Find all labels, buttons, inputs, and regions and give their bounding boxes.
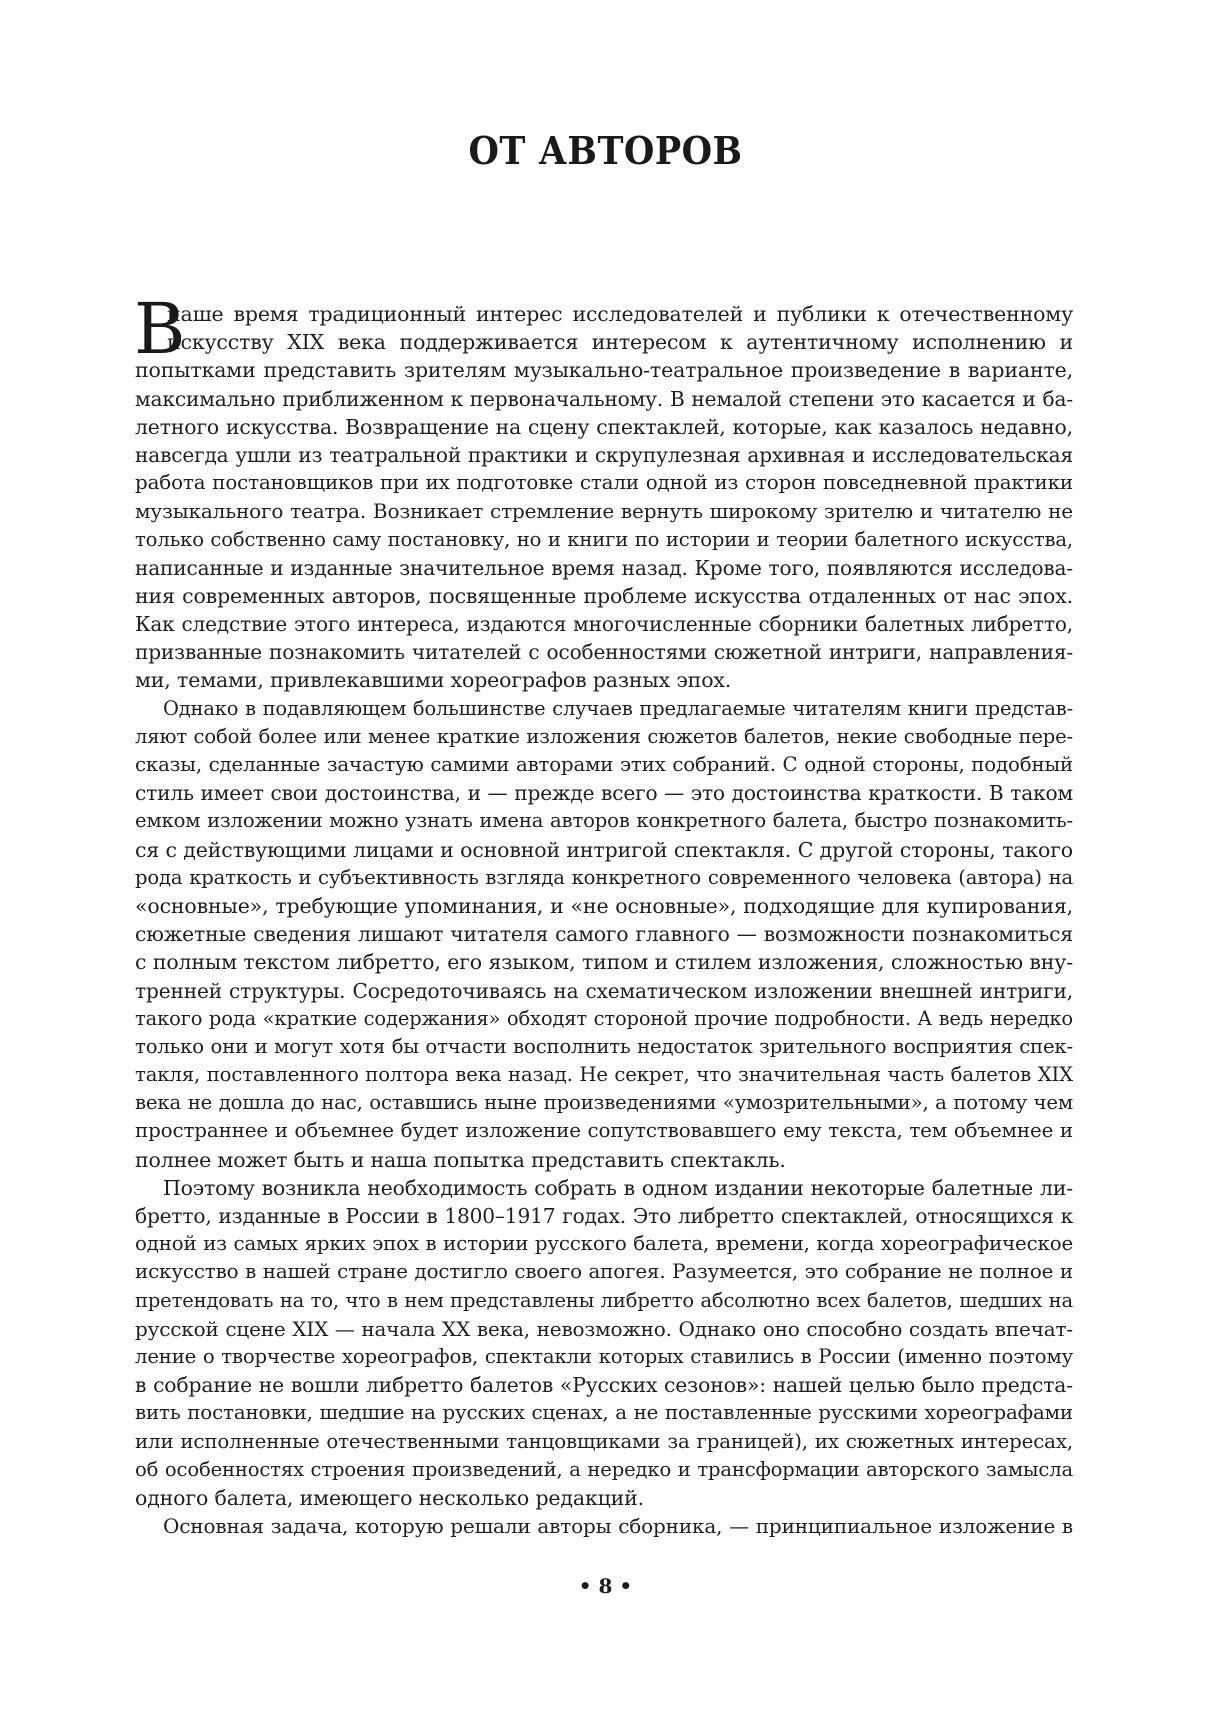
text-line: такля, поставленного полтора века назад. Не секрет, что значительная часть балетов XIX <box>135 1063 1073 1087</box>
text-line: Как следствие этого интереса, издаются многочисленные сборники балетных либретто, <box>135 612 1073 637</box>
text-line: претендовать на то, что в нем представлены либретто абсолютно всех балетов, шедших на <box>135 1288 1073 1312</box>
text-line: максимально приближенном к первоначальному. В немалой степени это касается и ба- <box>135 386 1073 411</box>
text-line: призванные познакомить читателей с особенностями сюжетной интриги, направления- <box>135 640 1073 665</box>
text-line: полнее может быть и наша попытка представить спектакль. <box>135 1147 786 1172</box>
text-line: работа постановщиков при их подготовке стали одной из сторон повседневной практики <box>135 471 1073 495</box>
text-line: «основные», требующие упоминания, и «не основные», подходящие для купирования, <box>135 893 1073 918</box>
text-line: сюжетные сведения лишают читателя самого главного — возможности познакомиться <box>135 922 1073 947</box>
text-line: Однако в подавляющем большинстве случаев предлагаемые читателям книги представ- <box>163 696 1073 720</box>
text-line: рода краткость и субъективность взгляда конкретного современного человека (автора) на <box>135 865 1073 889</box>
text-line: навсегда ушли из театральной практики и скрупулезная архивная и исследовательская <box>135 442 1073 467</box>
text-line: музыкального театра. Возникает стремление вернуть широкому зрителю и читателю не <box>135 499 1073 524</box>
text-line: наше время традиционный интерес исследователей и публики к отечественному <box>167 302 1073 326</box>
text-line: вить постановки, шедшие на русских сценах, а не поставленные русскими хореографами <box>135 1401 1073 1425</box>
text-line: в собрание не вошли либретто балетов «Русских сезонов»: нашей целью было предста- <box>135 1373 1073 1398</box>
page-number: • 8 • <box>578 1574 633 1598</box>
text-line: Поэтому возникла необходимость собрать в одном издании некоторые балетные ли- <box>163 1175 1073 1200</box>
text-line: об особенностях строения произведений, а нередко и трансформации авторского замысла <box>135 1457 1073 1481</box>
drop-cap: В <box>134 288 186 370</box>
text-line: века не дошла до нас, оставшись ныне произведениями «умозрительными», а потому чем <box>135 1091 1073 1115</box>
text-line: написанные и изданные значительное время назад. Кроме того, появляются исследова- <box>135 555 1073 580</box>
text-line: только они и могут хотя бы отчасти восполнить недостаток зрительного восприятия спек- <box>135 1034 1073 1058</box>
text-line: пространнее и объемнее будет изложение сопутствовавшего ему текста, тем объемнее и <box>135 1119 1073 1143</box>
text-line: ния современных авторов, посвященные проблеме искусства отдаленных от нас эпох. <box>135 583 1073 608</box>
text-line: емком изложении можно узнать имена авторов конкретного балета, быстро познакомить- <box>135 809 1073 833</box>
text-line: искусству XIX века поддерживается интересом к аутентичному исполнению и <box>167 330 1073 355</box>
text-line: попытками представить зрителям музыкально-театральное произведение в варианте, <box>135 358 1073 383</box>
text-line: ся с действующими лицами и основной интригой спектакля. С другой стороны, такого <box>135 837 1073 862</box>
text-line: искусство в нашей стране достигло своего апогея. Разумеется, это собрание не полное и <box>135 1260 1073 1284</box>
text-line: ление о творчестве хореографов, спектакли которых ставились в России (именно поэтому <box>135 1344 1073 1368</box>
text-line: бретто, изданные в России в 1800–1917 годах. Это либретто спектаклей, относящихся к <box>135 1204 1073 1228</box>
text-line: ми, темами, привлекавшими хореографов разных эпох. <box>135 668 732 693</box>
text-line: ляют собой более или менее краткие изложения сюжетов балетов, некие свободные пере- <box>135 724 1073 748</box>
text-line: только собственно саму постановку, но и книги по истории и теории балетного искусства, <box>135 527 1073 551</box>
text-line: сказы, сделанные зачастую самими авторами этих собраний. С одной стороны, подобный <box>135 753 1073 776</box>
text-line: Основная задача, которую решали авторы сборника, — принципиальное изложение в <box>163 1514 1073 1539</box>
page-title: ОТ АВТОРОВ <box>468 128 743 173</box>
text-line: летного искусства. Возвращение на сцену спектаклей, которые, как казалось недавно, <box>135 414 1073 439</box>
text-line: одной из самых ярких эпох в истории русского балета, времени, когда хореографическое <box>135 1232 1073 1256</box>
text-line: с полным текстом либретто, его языком, типом и стилем изложения, сложностью вну- <box>135 950 1073 975</box>
body-text <box>134 288 1073 1540</box>
text-line: тренней структуры. Сосредоточиваясь на схематическом изложении внешней интриги, <box>135 978 1073 1003</box>
text-line: одного балета, имеющего несколько редакций. <box>135 1485 645 1510</box>
text-line: или исполненные отечественными танцовщиками за границей), их сюжетных интересах, <box>135 1429 1073 1453</box>
text-line: такого рода «краткие содержания» обходят стороной прочие подробности. А ведь нередко <box>135 1006 1073 1030</box>
text-line: русской сцене XIX — начала XX века, невозможно. Однако оно способно создать впечат- <box>135 1316 1073 1341</box>
text-line: стиль имеет свои достоинства, и — прежде всего — это достоинства краткости. В таком <box>135 781 1073 806</box>
